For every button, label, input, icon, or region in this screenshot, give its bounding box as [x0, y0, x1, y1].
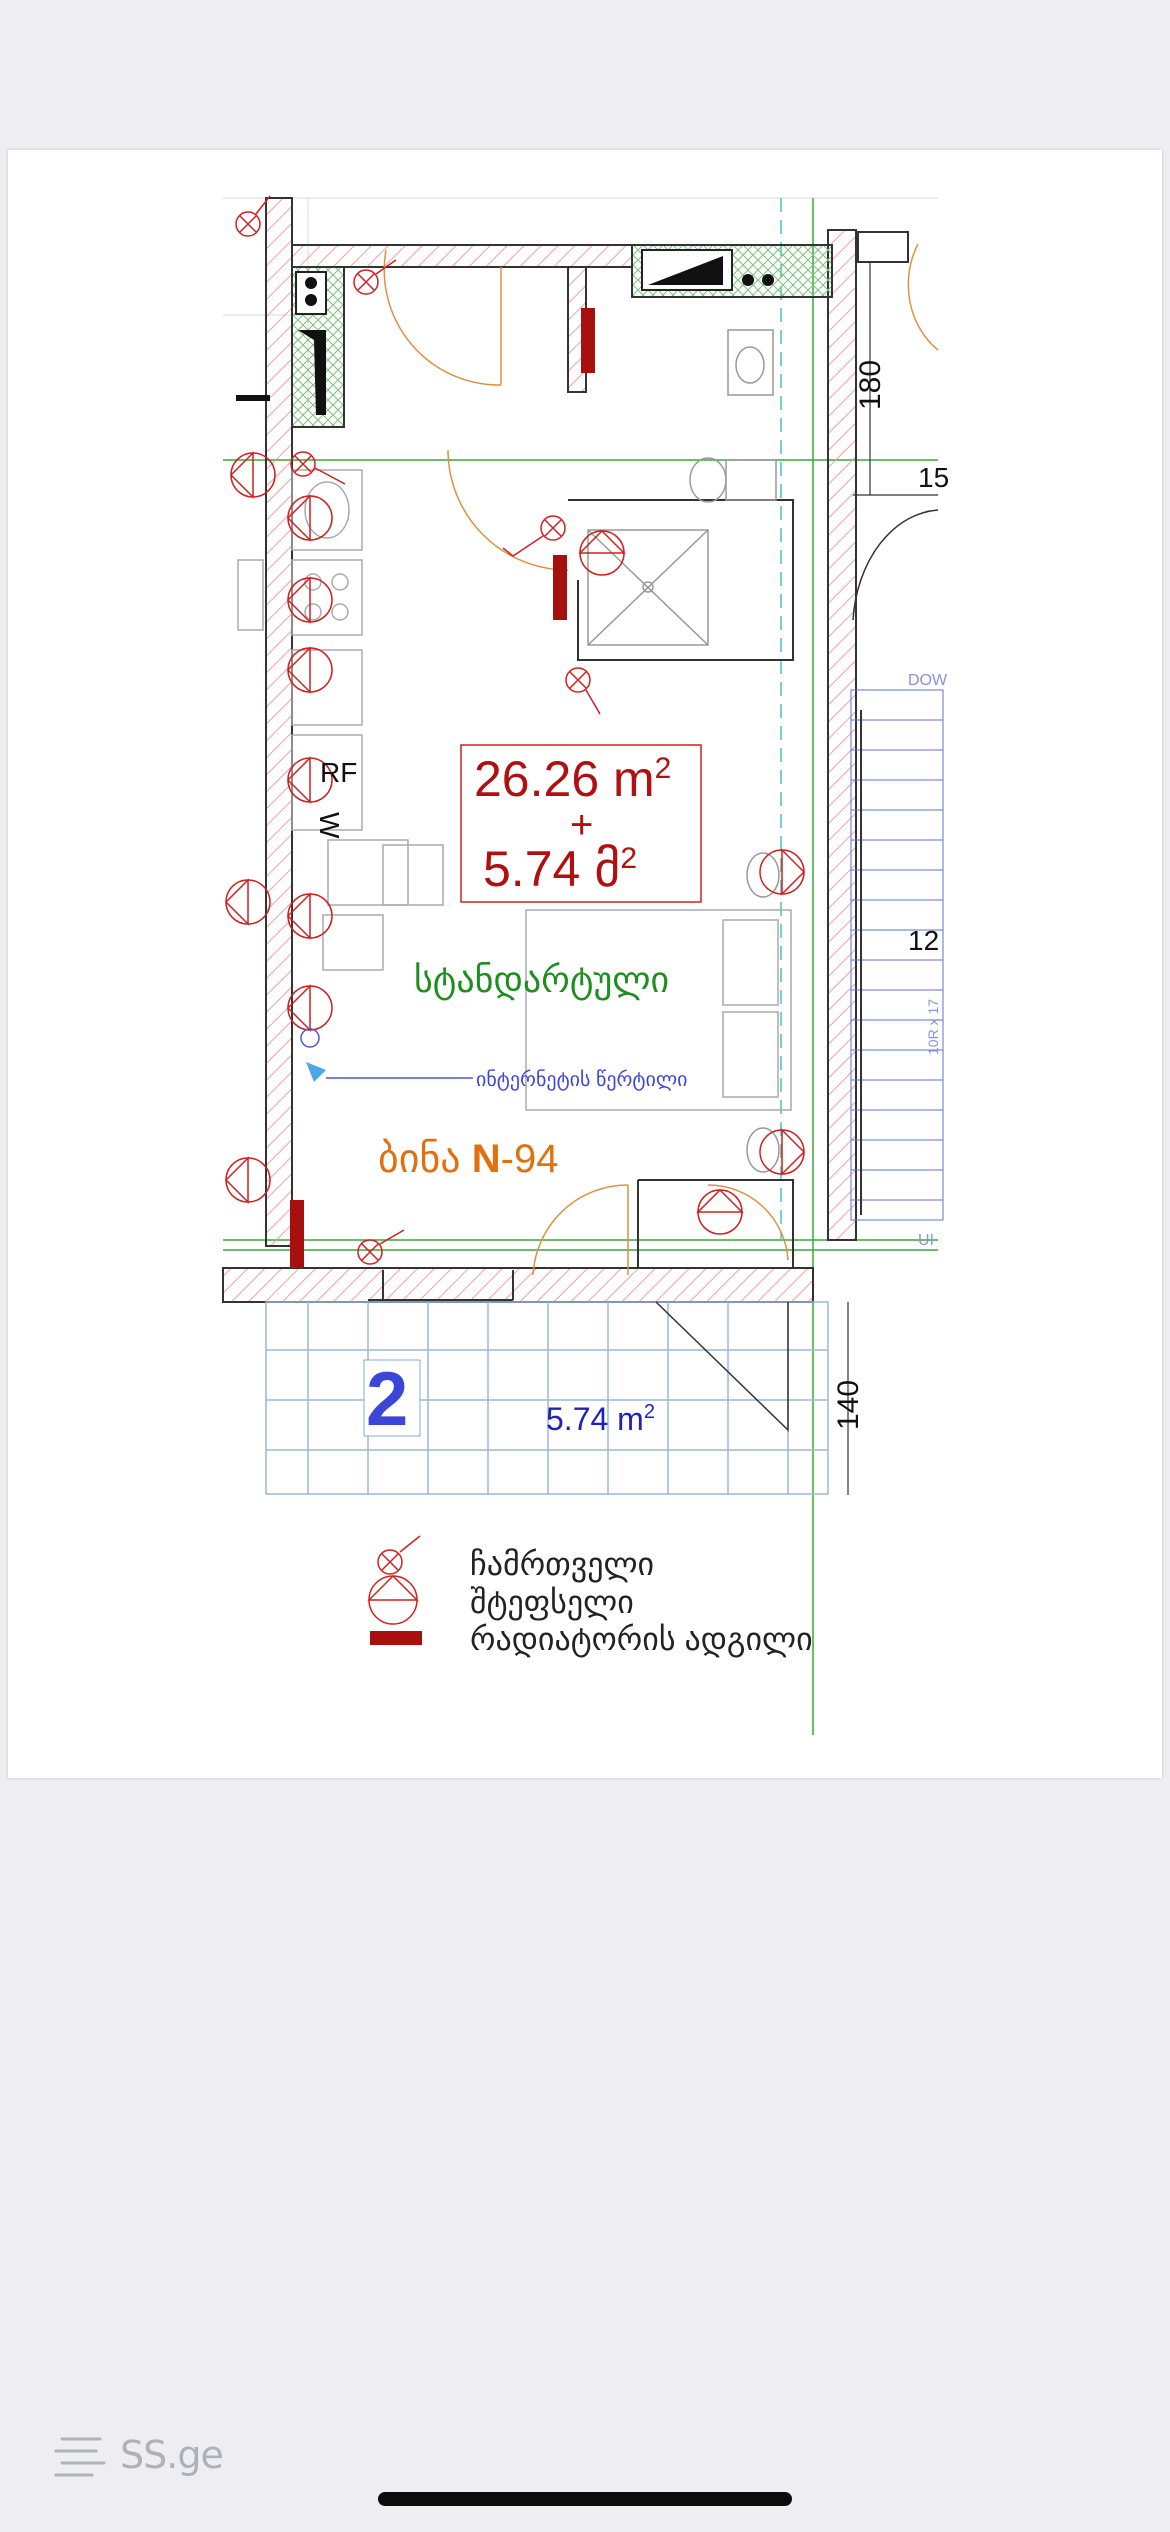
balcony-door-line: [656, 1302, 788, 1430]
legend-radiator-label: რადიატორის ადგილი: [470, 1621, 813, 1657]
apartment-label: ბინა N-94: [378, 1137, 559, 1181]
stair-steps-label: 10R x 17: [925, 998, 941, 1055]
balcony-floor: [266, 1302, 828, 1494]
legend-radiator-icon: [370, 1631, 422, 1645]
watermark-text: SS.ge: [120, 2433, 223, 2477]
home-indicator[interactable]: [378, 2492, 792, 2506]
floor-plan-drawing: [8, 150, 1162, 1778]
area-balcony: 5.74 მ$^2$: [483, 841, 638, 897]
dimension-140: 140: [832, 1379, 865, 1430]
fridge-label: RF: [320, 757, 358, 788]
stair-door-arc: [853, 510, 938, 620]
floor-plan-sheet: [8, 150, 1162, 1778]
appliance-symbols: [236, 250, 774, 415]
stair-down-label: DOW: [908, 672, 948, 689]
balcony-number: 2: [366, 1357, 409, 1442]
dimension-15: 15: [918, 462, 950, 493]
room-type-label: სტანდარტული: [414, 959, 670, 1000]
legend-switch-label: ჩამრთველი: [470, 1546, 655, 1582]
area-plus: +: [570, 803, 594, 847]
balcony-area: 5.74 $m^2$: [546, 1401, 655, 1437]
internet-point-label: ინტერნეტის წერტილი: [476, 1069, 688, 1091]
legend-outlet-icon: [369, 1576, 417, 1624]
area-total: 26.26 $m^2$: [474, 751, 672, 807]
internet-point-icon: [301, 1029, 319, 1047]
legend-outlet-label: შტეფსელი: [470, 1584, 634, 1620]
washer-label: W: [314, 812, 345, 839]
ssge-watermark: [52, 2425, 223, 2485]
legend-switch-icon: [378, 1536, 420, 1574]
dimension-12: 12: [908, 925, 940, 956]
dimension-180: 180: [854, 359, 887, 410]
internet-arrow-icon: [306, 1062, 326, 1082]
list-icon: [52, 2431, 110, 2479]
stair-up-label: UI: [918, 1232, 934, 1249]
